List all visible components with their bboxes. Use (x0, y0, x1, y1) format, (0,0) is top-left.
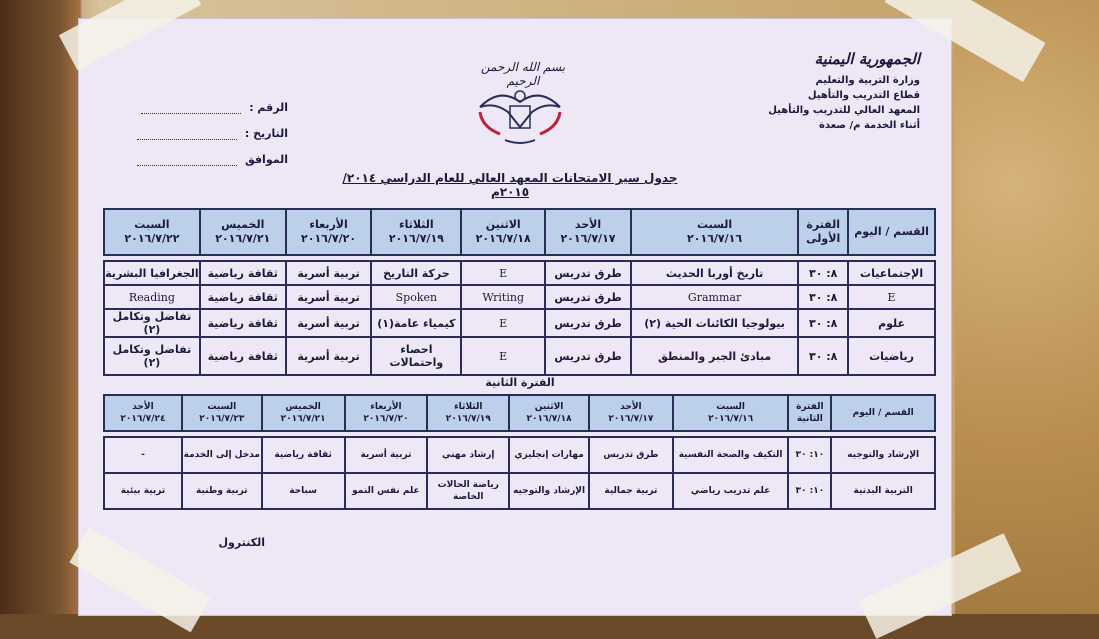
time-cell: ١٠: ٣٠ (788, 473, 831, 509)
time-cell: ٨: ٣٠ (798, 337, 848, 375)
day-header: الثلاثاء ٢٠١٦/٧/١٩ (427, 395, 509, 431)
service-name: أثناء الخدمة م/ صعدة (819, 120, 920, 131)
time-cell: ٨: ٣٠ (798, 261, 848, 285)
period1-header-row (104, 209, 935, 255)
period1-table (103, 208, 936, 376)
institution-header (730, 52, 920, 133)
exam-cell: بيولوجيا الكائنات الحية (٢) (631, 309, 798, 337)
dept-cell: رياضيات (848, 337, 935, 375)
exam-cell: Reading (104, 285, 200, 309)
ref-line (141, 101, 241, 114)
period2-label: الفترة الثانية (485, 376, 555, 389)
exam-cell: احصاء واحتمالات (371, 337, 461, 375)
day-header: الأحد ٢٠١٦/٧/٢٤ (104, 395, 182, 431)
table-row (104, 337, 935, 375)
day-header: الأربعاء ٢٠١٦/٧/٢٠ (286, 209, 372, 255)
dept-cell: الإجتماعيات (848, 261, 935, 285)
day-header: الأربعاء ٢٠١٦/٧/٢٠ (345, 395, 428, 431)
exam-cell: طرق تدريس (545, 337, 631, 375)
yemen-emblem-icon (470, 82, 570, 152)
day-header: الاثنين ٢٠١٦/٧/١٨ (509, 395, 589, 431)
exam-cell: - (104, 437, 182, 473)
exam-cell: حركة التاريخ (371, 261, 461, 285)
agreed-label: الموافق (244, 153, 288, 166)
exam-cell: E (461, 337, 545, 375)
exam-cell: الإرشاد والتوجيه (509, 473, 589, 509)
exam-cell: ثقافة رياضية (262, 437, 345, 473)
table-row (104, 473, 935, 509)
day-header: الأحد ٢٠١٦/٧/١٧ (589, 395, 673, 431)
exam-cell: Grammar (631, 285, 798, 309)
day-header: السبت ٢٠١٦/٧/١٦ (673, 395, 789, 431)
period-header: الفترة الأولى (798, 209, 848, 255)
exam-cell: ثقافة رياضية (200, 309, 286, 337)
exam-cell: E (461, 261, 545, 285)
bismillah: بسم الله الرحمن الرحيم (480, 60, 566, 88)
republic-name: الجمهورية اليمنية (814, 50, 920, 68)
table-row (104, 285, 935, 309)
day-header: السبت ٢٠١٦/٧/٢٢ (104, 209, 200, 255)
dept-cell: E (848, 285, 935, 309)
period-header: الفترة الثانية (788, 395, 831, 431)
exam-cell: ثقافة رياضية (200, 285, 286, 309)
day-header: الثلاثاء ٢٠١٦/٧/١٩ (371, 209, 461, 255)
exam-cell: Writing (461, 285, 545, 309)
period2-header-row (104, 395, 935, 431)
agreed-line (137, 153, 237, 166)
exam-cell: كيمياء عامة(١) (371, 309, 461, 337)
exam-cell: تربية أسرية (286, 309, 372, 337)
exam-cell: تربية أسرية (286, 337, 372, 375)
exam-cell: طرق تدريس (545, 261, 631, 285)
exam-cell: تربية بيئية (104, 473, 182, 509)
schedule-title: جدول سير الامتحانات المعهد العالي للعام الدراسي ٢٠١٤/ ٢٠١٥م (342, 171, 678, 199)
exam-cell: مهارات إنجليزي (509, 437, 589, 473)
exam-cell: تفاضل وتكامل (٢) (104, 337, 200, 375)
stone-wall (955, 0, 1099, 614)
table-row (104, 309, 935, 337)
reference-fields (128, 88, 288, 166)
exam-cell: تربية أسرية (286, 261, 372, 285)
exam-cell: تفاضل وتكامل (٢) (104, 309, 200, 337)
time-cell: ٨: ٣٠ (798, 309, 848, 337)
exam-cell: ثقافة رياضية (200, 261, 286, 285)
day-header: الخميس ٢٠١٦/٧/٢١ (200, 209, 286, 255)
date-label: التاريخ : (244, 127, 288, 140)
exam-cell: تربية وطنية (182, 473, 262, 509)
table-row (104, 437, 935, 473)
institute-name: المعهد العالي للتدريب والتأهيل (768, 105, 920, 116)
sector-name: قطاع التدريب والتأهيل (807, 90, 920, 101)
time-cell: ١٠: ٣٠ (788, 437, 831, 473)
day-header: السبت ٢٠١٦/٧/١٦ (631, 209, 798, 255)
ministry-name: وزارة التربية والتعليم (815, 75, 920, 86)
exam-cell: طرق تدريس (545, 285, 631, 309)
exam-cell: ثقافة رياضية (200, 337, 286, 375)
exam-cell: E (461, 309, 545, 337)
day-header: الاثنين ٢٠١٦/٧/١٨ (461, 209, 545, 255)
dept-cell: التربية البدنية (831, 473, 935, 509)
dept-day-header: القسم / اليوم (848, 209, 935, 255)
dept-day-header: القسم / اليوم (831, 395, 935, 431)
exam-cell: Spoken (371, 285, 461, 309)
period2-table (103, 394, 936, 510)
exam-cell: مبادئ الجبر والمنطق (631, 337, 798, 375)
exam-cell: تربية جمالية (589, 473, 673, 509)
dept-cell: علوم (848, 309, 935, 337)
exam-cell: إرشاد مهني (427, 437, 509, 473)
day-header: الأحد ٢٠١٦/٧/١٧ (545, 209, 631, 255)
day-header: الخميس ٢٠١٦/٧/٢١ (262, 395, 345, 431)
exam-cell: علم تدريب رياضي (673, 473, 789, 509)
exam-cell: مدخل إلى الخدمة (182, 437, 262, 473)
exam-cell: علم نفس النمو (345, 473, 428, 509)
exam-cell: سباحة (262, 473, 345, 509)
table-row (104, 261, 935, 285)
day-header: السبت ٢٠١٦/٧/٢٣ (182, 395, 262, 431)
time-cell: ٨: ٣٠ (798, 285, 848, 309)
exam-cell: تربية أسرية (286, 285, 372, 309)
dept-cell: الإرشاد والتوجيه (831, 437, 935, 473)
exam-cell: طرق تدريس (589, 437, 673, 473)
exam-cell: التكيف والصحة النفسية (673, 437, 789, 473)
ref-label: الرقم : (249, 101, 288, 114)
exam-cell: تربية أسرية (345, 437, 428, 473)
exam-cell: تاريخ أوربا الحديث (631, 261, 798, 285)
date-line (137, 127, 237, 140)
exam-cell: رياضة الحالات الخاصة (427, 473, 509, 509)
control-signature: الكنترول (218, 536, 265, 549)
exam-cell: الجغرافيا البشرية (104, 261, 200, 285)
exam-cell: طرق تدريس (545, 309, 631, 337)
